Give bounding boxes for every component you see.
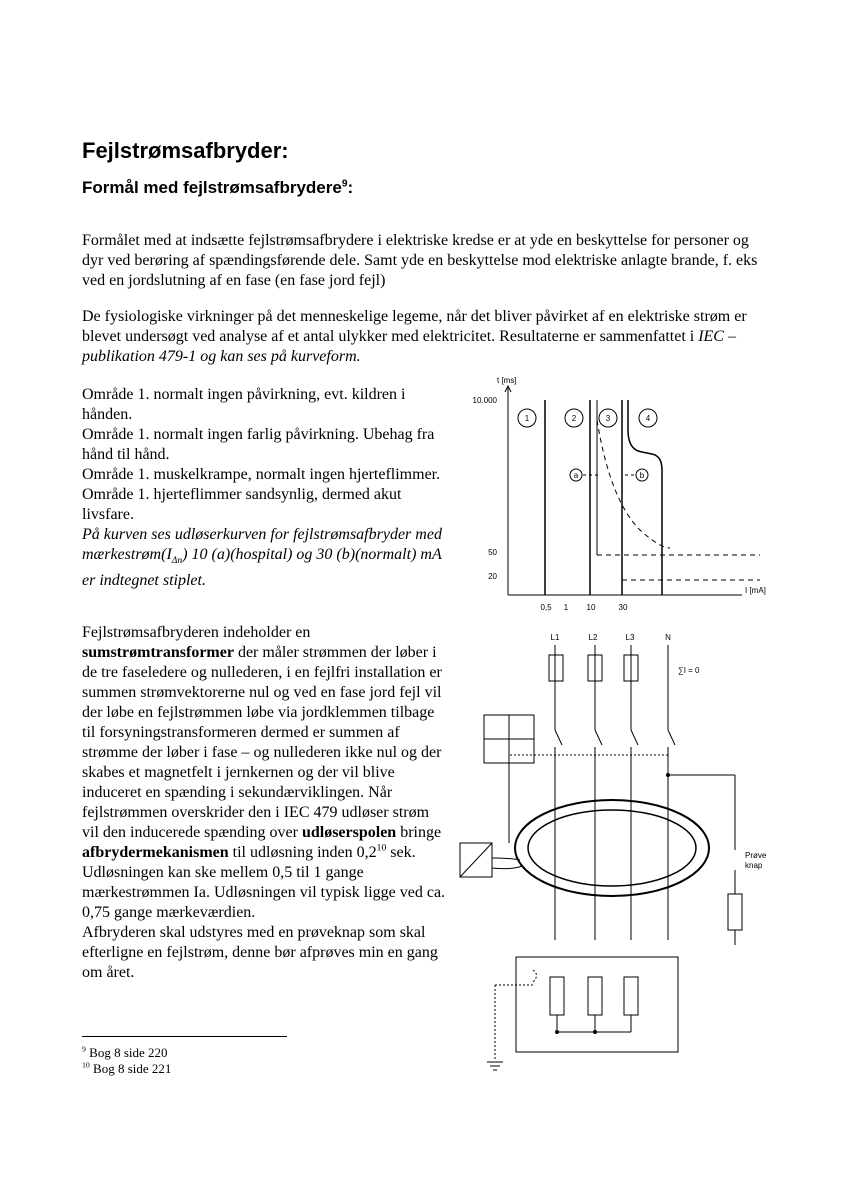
zone-label: 3 <box>605 414 611 423</box>
area-item: Område 1. normalt ingen påvirkning, evt. kildren i hånden. <box>82 386 406 423</box>
area-item: Område 1. hjerteflimmer sandsynlig, dermed akut livsfare. <box>82 486 402 523</box>
y-tick-label: 50 <box>488 548 497 557</box>
body-paragraph: Fejlstrømsafbryderen indeholder en sumstrømtransformer der måler strømmen der løber i de tre faseledere og nullederen, i en fejlfri installation er summen strømvektorerne nul og ved en fase jord fejl vil der løbe en fejlstrømmen løbe via jordklemmen tilbage til forsyningstransformeren dermed er summen af strømme der løber i fase – og nullederen ikke nul og der skabes et magnetfelt i jernkernen og der vil blive induceret en spænding i sekundærviklingen. Når fejlstrømmen overskrider den i IEC 479 udløser strøm vil den inducerede spænding over udløserspolen bringe afbrydermekanismen til udløsning inden $0,2^{10}$ sek. <box>82 624 442 861</box>
zone-label: 4 <box>645 414 651 423</box>
y-tick-label: 10.000 <box>472 396 497 405</box>
load-l3 <box>624 977 638 1015</box>
load-box <box>516 957 678 1052</box>
body-paragraph: Afbryderen skal udstyres med en prøveknap som skal efterligne en fejlstrøm, denne bør afprøves min en gang om året. <box>82 924 438 981</box>
physiology-paragraph: De fysiologiske virkninger på det menneskelige legeme, når det bliver påvirket af en elektriske strøm er blevet undersøgt ved analyse af et antal ulykker med elektricitet. Resultaterne er sammenfattet i IEC – publikation 479-1 og kan ses på kurveform. <box>82 308 747 365</box>
phase-label: L3 <box>625 633 635 642</box>
curve-note: På kurven ses udløserkurven for fejlstrømsafbryder med $mærkestrøm(I_{\Delta n})$ 10 (a)(hospital) og 30 (b)(normalt) mA er indtegnet stiplet. <box>82 526 442 590</box>
footnote-ref: 9 <box>341 178 348 190</box>
zone-label: 2 <box>571 414 577 423</box>
page-title: Fejlstrømsafbryder: <box>82 138 289 163</box>
phase-label: N <box>665 633 671 642</box>
y-axis-label: t [ms] <box>497 376 517 385</box>
load-l2 <box>588 977 602 1015</box>
zone-label: 1 <box>524 414 530 423</box>
footnote: $^9$ Bog 8 side 220 <box>82 1044 168 1060</box>
x-tick-label: 30 <box>618 603 628 612</box>
footnote: $^{10}$ Bog 8 side 221 <box>82 1060 172 1076</box>
summation-core-inner <box>528 810 696 886</box>
x-tick-label: 1 <box>563 603 569 612</box>
test-button-label: Prøve <box>745 851 767 860</box>
phase-label: L2 <box>588 633 598 642</box>
y-tick-label: 20 <box>488 572 497 581</box>
fuse-l1 <box>549 655 563 681</box>
load-l1 <box>550 977 564 1015</box>
area-item: Område 1. normalt ingen farlig påvirkning. Ubehag fra hånd til hånd. <box>82 426 435 463</box>
x-axis-label: I [mA] <box>745 586 766 595</box>
intro-paragraph: Formålet med at indsætte fejlstrømsafbrydere i elektriske kredse er at yde en beskyttelse for personer og dyr ved berøring af spændingsførende dele. Samt yde en beskyttelse mod elektriske anlagte brande, f. eks ved en jordslutning af en fase (en fase jord fejl) <box>82 232 758 289</box>
curve-label: b <box>639 471 645 480</box>
area-item: Område 1. muskelkrampe, normalt ingen hjerteflimmer. <box>82 466 441 483</box>
summation-core-outer <box>515 800 709 896</box>
section-heading: Formål med fejlstrømsafbrydere$^9$: <box>82 178 354 197</box>
curve-label: a <box>573 471 579 480</box>
sum-label: ∑I = 0 <box>678 666 700 675</box>
phase-label: L1 <box>550 633 560 642</box>
test-resistor <box>728 894 742 930</box>
x-tick-label: 10 <box>586 603 596 612</box>
test-button-label: knap <box>745 861 763 870</box>
x-tick-label: 0,5 <box>540 603 552 612</box>
body-paragraph: Udløsningen kan ske mellem 0,5 til 1 gange mærkestrømmen Ia. Udløsningen vil typisk ligge ved ca. 0,75 gange mærkeværdien. <box>82 864 446 921</box>
